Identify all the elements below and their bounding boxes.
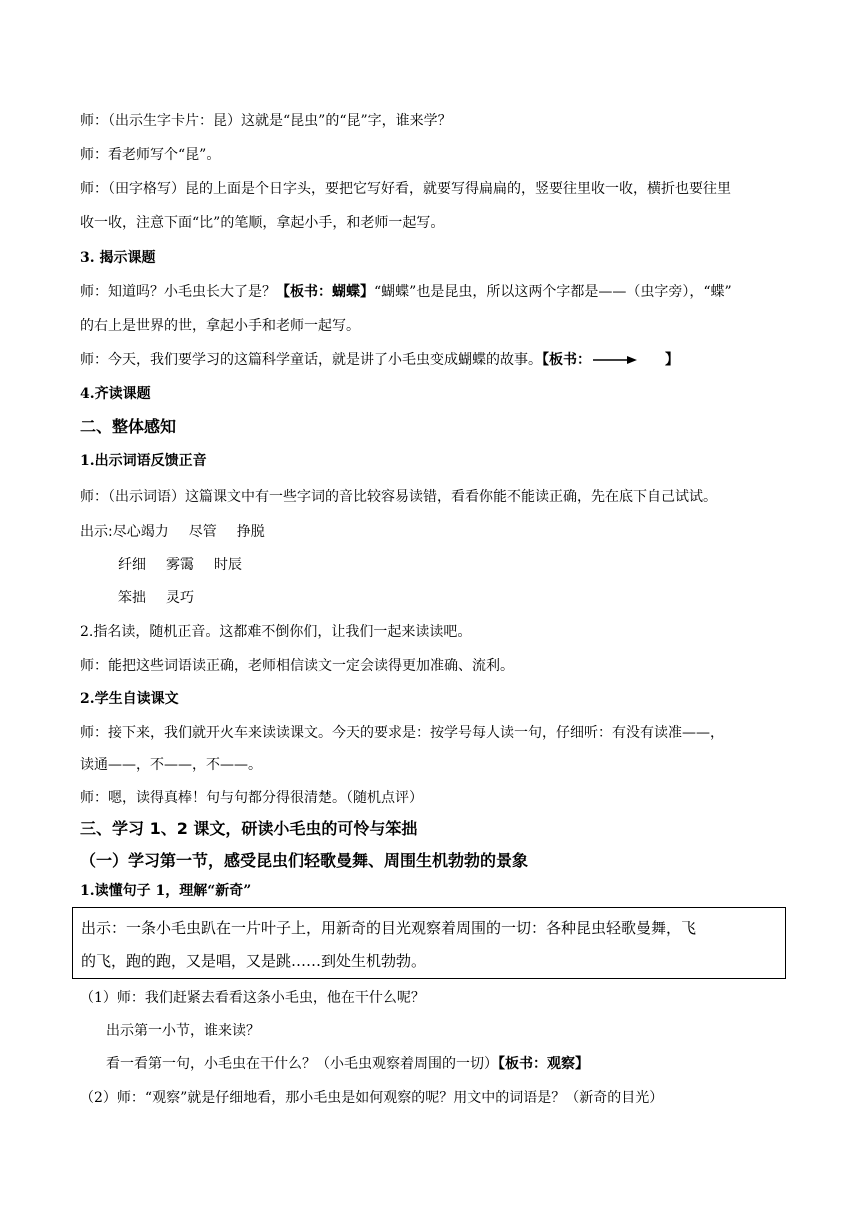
text-line: 读通——，不——，不——。	[80, 757, 262, 773]
word-row	[80, 522, 285, 542]
text-line: 师：看老师写个“昆”。	[80, 147, 221, 163]
text-segment: “蝴蝶”也是昆虫，所以这两个字都是——（虫字旁），“蝶”	[374, 284, 732, 300]
quote-line: 出示：一条小毛虫趴在一片叶子上，用新奇的目光观察着周围的一切：各种昆虫轻歌曼舞，飞	[81, 919, 697, 937]
vocab-word: 挣脱	[236, 524, 265, 540]
text-line: 师：嗯，读得真棒！句与句都分得很清楚。（随机点评）	[80, 790, 423, 806]
right-arrow-icon	[593, 355, 637, 365]
text-segment: 师：今天，我们要学习的这篇科学童话，就是讲了小毛虫变成蝴蝶的故事。	[80, 352, 542, 368]
text-line: 出示第一小节，谁来读？	[106, 1023, 260, 1039]
subsection-title: （一）学习第一节，感受昆虫们轻歌曼舞、周围生机勃勃的景象	[80, 851, 529, 870]
text-line	[80, 282, 732, 302]
section-heading: 4.齐读课题	[80, 386, 151, 402]
words-prefix: 出示:	[80, 524, 113, 540]
section-heading: 3. 揭示课题	[80, 250, 156, 266]
section-heading: 1.出示词语反馈正音	[80, 453, 207, 469]
section-heading: 1.读懂句子 1，理解“新奇”	[80, 883, 252, 899]
text-line: 师：（田字格写）昆的上面是个日字头，要把它写好看，就要写得扁扁的，竖要往里收一收，横折也要往里	[80, 181, 731, 197]
section-title: 二、整体感知	[80, 417, 177, 436]
quote-line: 的飞，跑的跑，又是唱，又是跳……到处生机勃勃。	[81, 952, 427, 970]
text-line: 2.指名读，随机正音。这都难不倒你们，让我们一起来读读吧。	[80, 624, 472, 640]
text-line	[106, 1054, 589, 1074]
vocab-word: 雾霭	[166, 557, 194, 573]
section-heading: 2.学生自读课文	[80, 691, 179, 707]
vocab-word: 尽管	[188, 524, 217, 540]
text-line: 收一收，注意下面“比”的笔顺，拿起小手，和老师一起写。	[80, 215, 445, 231]
text-line: 师：接下来，我们就开火车来读读课文。今天的要求是：按学号每人读一句，仔细听：有没有读准——，	[80, 725, 724, 741]
vocab-word: 时辰	[214, 557, 242, 573]
vocab-word: 纤细	[118, 557, 146, 573]
text-segment: 看一看第一句，小毛虫在干什么？（小毛虫观察着周围的一切）	[106, 1056, 498, 1072]
board-note: 【板书：观察】	[498, 1056, 589, 1072]
text-line: 师：（出示生字卡片：昆）这就是“昆虫”的“昆”字，谁来学？	[80, 113, 452, 129]
board-note-end: 】	[665, 352, 679, 368]
word-row	[118, 555, 262, 575]
word-row	[118, 588, 214, 608]
text-line: （1）师：我们赶紧去看看这条小毛虫，他在干什么呢？	[80, 990, 425, 1006]
text-line: 师：（出示词语）这篇课文中有一些字词的音比较容易读错，看看你能不能读正确，先在底下自己试试。	[80, 489, 717, 505]
text-line: 的右上是世界的世，拿起小手和老师一起写。	[80, 318, 360, 334]
text-line: 师：能把这些词语读正确，老师相信读文一定会读得更加准确、流利。	[80, 658, 514, 674]
text-segment: 师：知道吗？小毛虫长大了是？	[80, 284, 276, 300]
vocab-word: 尽心竭力	[112, 524, 169, 540]
board-note: 【板书：	[542, 352, 591, 368]
text-line: （2）师：“观察”就是仔细地看，那小毛虫是如何观察的呢？用文中的词语是？（新奇的目光）	[80, 1090, 664, 1106]
vocab-word: 灵巧	[166, 590, 194, 606]
vocab-word: 笨拙	[118, 590, 146, 606]
board-note: 【板书：蝴蝶】	[276, 284, 374, 300]
text-line	[80, 350, 679, 370]
section-title: 三、学习 1、2 课文，研读小毛虫的可怜与笨拙	[80, 819, 418, 838]
quote-box	[72, 907, 786, 979]
